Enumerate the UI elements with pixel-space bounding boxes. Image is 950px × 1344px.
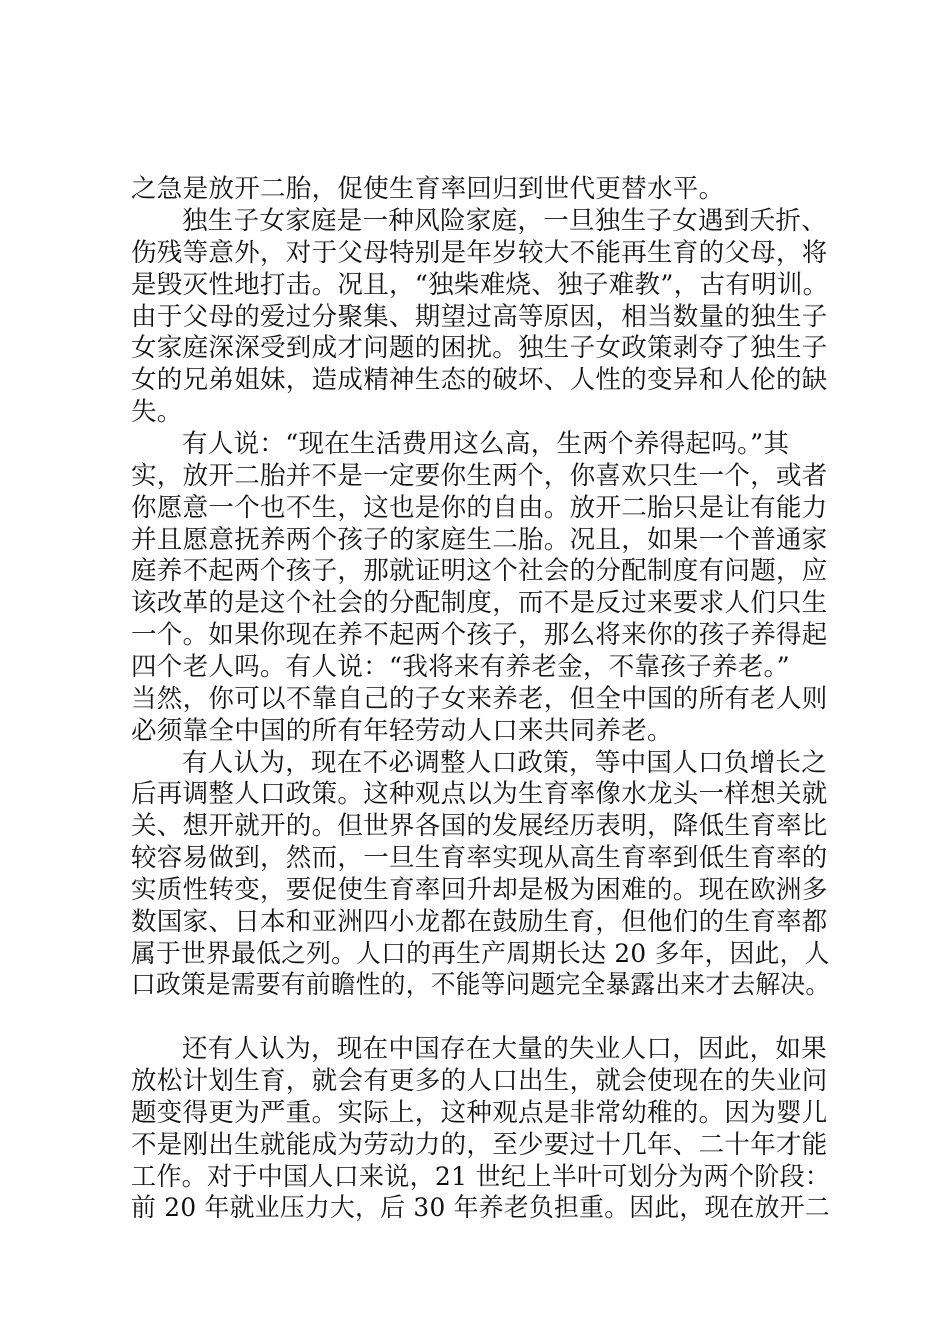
text-line: 你愿意一个也不生，这也是你的自由。放开二胎只是让有能力 <box>131 493 828 523</box>
text-line: 口政策是需要有前瞻性的，不能等问题完全暴露出来才去解决。 <box>131 970 831 1000</box>
text-line: 前 20 年就业压力大，后 30 年养老负担重。因此，现在放开二 <box>131 1193 830 1223</box>
text-line: 由于父母的爱过分聚集、期望过高等原因，相当数量的独生子 <box>131 302 828 332</box>
text-line: 之急是放开二胎，促使生育率回归到世代更替水平。 <box>131 174 725 204</box>
text-line: 关、想开就开的。但世界各国的发展经历表明，降低生育率比 <box>131 811 828 841</box>
text-line: 是毁灭性地打击。况且，“独柴难烧、独子难教”，古有明训。 <box>131 270 829 300</box>
text-line: 失。 <box>131 397 183 427</box>
text-line: 放松计划生育，就会有更多的人口出生，就会使现在的失业问 <box>131 1066 828 1096</box>
text-line: 并且愿意抚养两个孩子的家庭生二胎。况且，如果一个普通家 <box>131 525 828 555</box>
text-line: 庭养不起两个孩子，那就证明这个社会的分配制度有问题，应 <box>131 556 828 586</box>
text-line: 属于世界最低之列。人口的再生产周期长达 20 多年，因此，人 <box>131 939 830 969</box>
text-line: 后再调整人口政策。这种观点以为生育率像水龙头一样想关就 <box>131 779 828 809</box>
text-line: 伤残等意外，对于父母特别是年岁较大不能再生育的父母，将 <box>131 238 828 268</box>
paragraph-start-line: 有人认为，现在不必调整人口政策，等中国人口负增长之 <box>182 748 828 778</box>
text-line: 当然，你可以不靠自己的子女来养老，但全中国的所有老人则 <box>131 684 828 714</box>
text-line: 不是刚出生就能成为劳动力的，至少要过十几年、二十年才能 <box>131 1130 828 1160</box>
text-line: 女的兄弟姐妹，造成精神生态的破坏、人性的变异和人伦的缺 <box>131 365 828 395</box>
text-line: 一个。如果你现在养不起两个孩子，那么将来你的孩子养得起 <box>131 620 828 650</box>
text-line: 必须靠全中国的所有年轻劳动人口来共同养老。 <box>131 716 673 746</box>
text-line: 实，放开二胎并不是一定要你生两个，你喜欢只生一个，或者 <box>131 461 828 491</box>
text-line: 该改革的是这个社会的分配制度，而不是反过来要求人们只生 <box>131 588 828 618</box>
paragraph-start-line: 有人说：“现在生活费用这么高，生两个养得起吗。”其 <box>182 429 790 459</box>
text-line: 较容易做到，然而，一旦生育率实现从高生育率到低生育率的 <box>131 843 828 873</box>
text-line: 题变得更为严重。实际上，这种观点是非常幼稚的。因为婴儿 <box>131 1098 828 1128</box>
text-line: 四个老人吗。有人说：“我将来有养老金，不靠孩子养老。” <box>131 652 790 682</box>
text-line: 数国家、日本和亚洲四小龙都在鼓励生育，但他们的生育率都 <box>131 907 828 937</box>
text-line: 工作。对于中国人口来说，21 世纪上半叶可划分为两个阶段： <box>131 1162 831 1192</box>
text-line: 实质性转变，要促使生育率回升却是极为困难的。现在欧洲多 <box>131 875 828 905</box>
text-line: 女家庭深深受到成才问题的困扰。独生子女政策剥夺了独生子 <box>131 333 828 363</box>
paragraph-start-line: 独生子女家庭是一种风险家庭，一旦独生子女遇到夭折、 <box>182 206 828 236</box>
paragraph-start-line: 还有人认为，现在中国存在大量的失业人口，因此，如果 <box>182 1034 828 1064</box>
